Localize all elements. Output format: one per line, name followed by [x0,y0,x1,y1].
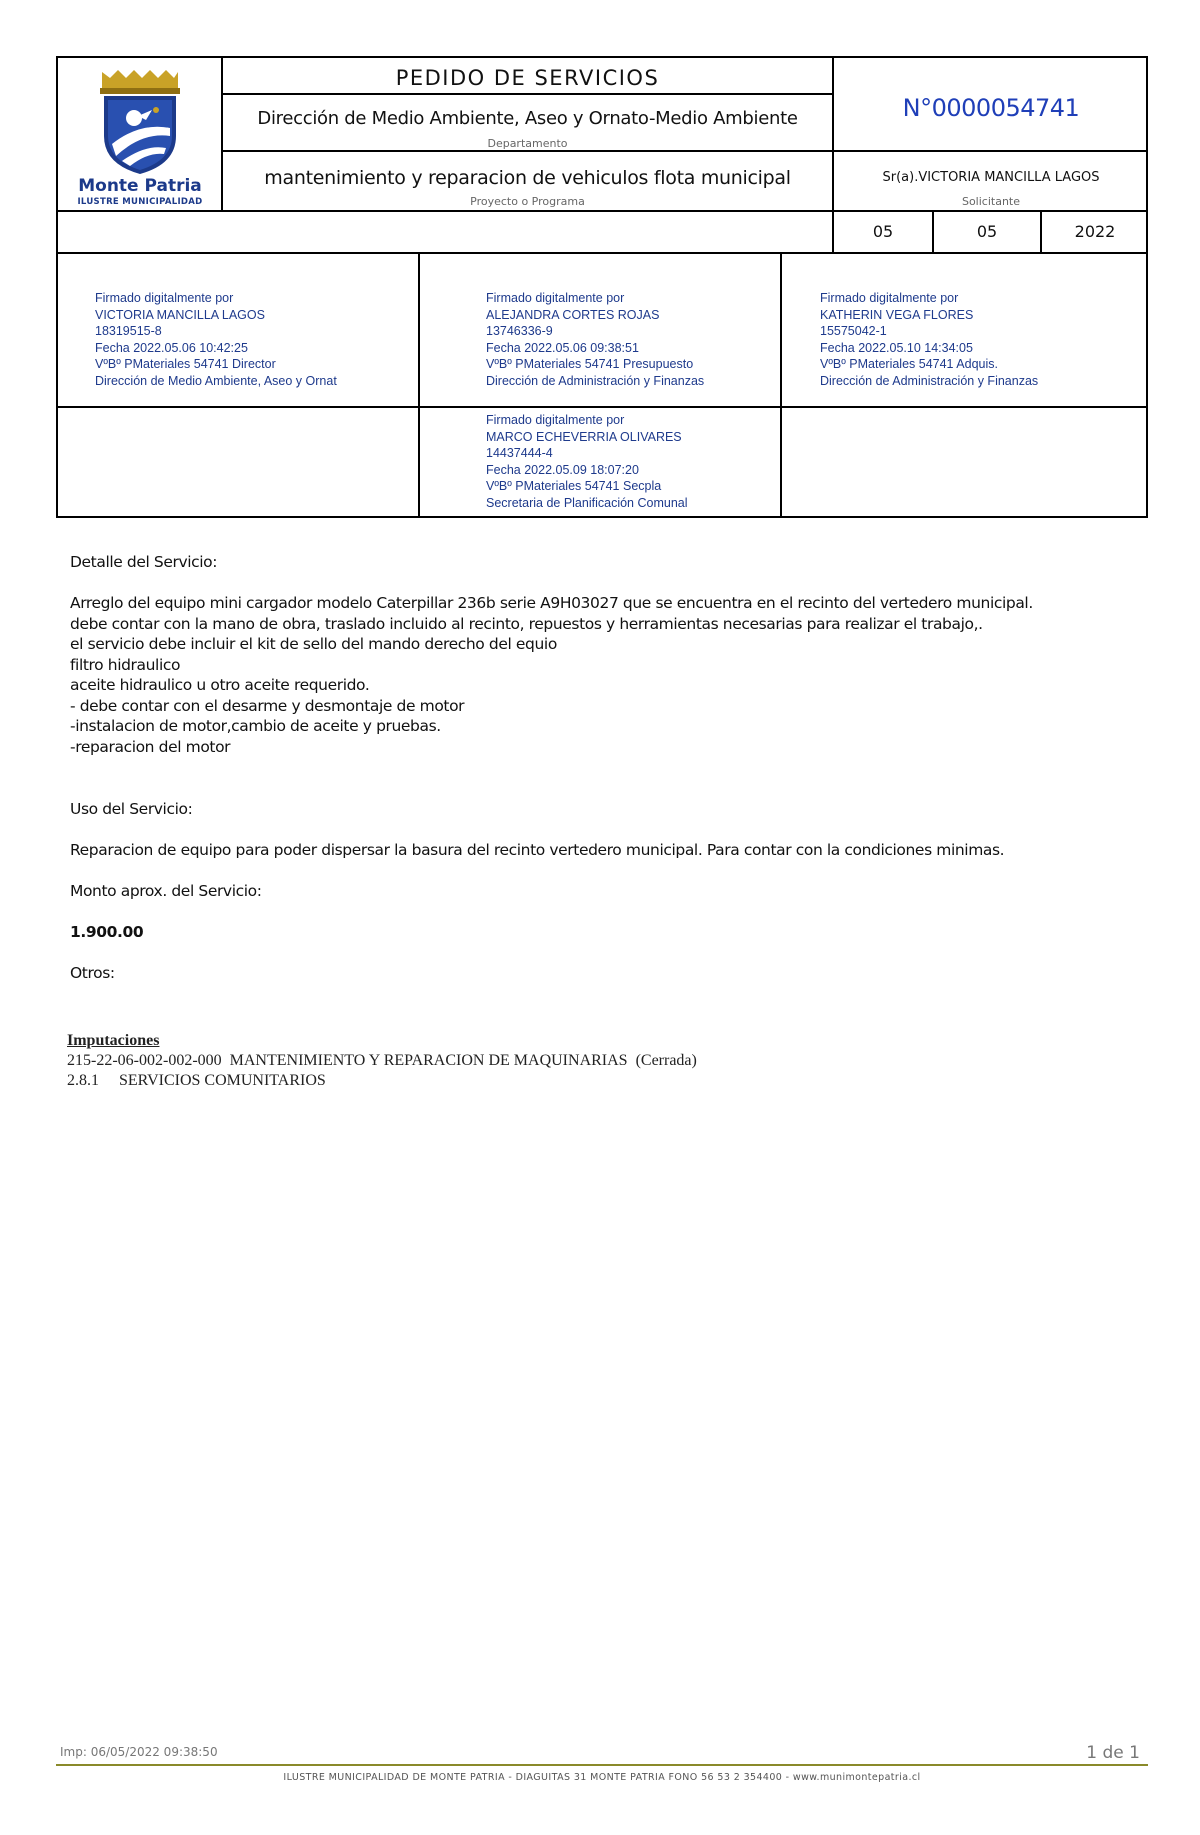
use-label: Uso del Servicio: [70,800,193,818]
signature-block [486,290,776,389]
footer-rule [56,1764,1148,1766]
date-day: 05 [872,222,894,241]
detail-line: filtro hidraulico [70,655,181,674]
order-number: N°0000054741 [902,94,1080,122]
signature-line: VICTORIA MANCILLA LAGOS [95,307,265,322]
signature-line: VºBº PMateriales 54741 Director [95,357,276,371]
signature-line: 18319515-8 [95,324,162,338]
detail-line: Arreglo del equipo mini cargador modelo Caterpillar 236b serie A9H03027 que se encuentra en el recinto del vertedero municipal. [70,594,1033,612]
signature-line: Fecha 2022.05.10 14:34:05 [820,340,973,355]
date-month: 05 [976,222,998,241]
signature-line: Fecha 2022.05.06 09:38:51 [486,340,639,355]
requester: Sr(a).VICTORIA MANCILLA LAGOS [882,170,1100,185]
signature-line: Firmado digitalmente por [95,291,234,305]
municipality-logo [66,66,214,208]
signature-line: VºBº PMateriales 54741 Secpla [486,479,662,493]
signature-line: Firmado digitalmente por [820,291,959,305]
signature-line: Firmado digitalmente por [486,291,625,305]
divider [221,93,832,95]
signature-line: Fecha 2022.05.09 18:07:20 [486,462,639,477]
signature-line: 14437444-4 [486,446,553,460]
signature-line: 15575042-1 [820,324,887,338]
others-label: Otros: [70,964,115,982]
divider [221,150,1148,152]
department: Dirección de Medio Ambiente, Aseo y Ornato-Medio Ambiente [257,108,798,129]
page-number: 1 de 1 [1086,1743,1140,1763]
imputaciones-title: Imputaciones [67,1032,160,1049]
signature-block [486,412,776,511]
footer-address: ILUSTRE MUNICIPALIDAD DE MONTE PATRIA - DIAGUITAS 31 MONTE PATRIA FONO 56 53 2 354400 - www.munimontepatria.cl [283,1772,921,1783]
department-label: Departamento [487,137,568,150]
logo-subtitle: ILUSTRE MUNICIPALIDAD [77,197,203,207]
detail-line: debe contar con la mano de obra, traslado incluido al recinto, repuestos y herramientas necesarias para realizar el trabajo,. [70,614,983,633]
detail-line: el servicio debe incluir el kit de sello del mando derecho del equio [70,635,557,653]
divider [56,210,1148,212]
signature-block [820,290,1145,389]
requester-label: Solicitante [961,195,1021,208]
date-year: 2022 [1074,222,1116,241]
print-date: Imp: 06/05/2022 09:38:50 [60,1745,218,1759]
signature-line: 13746336-9 [486,324,553,338]
divider [780,252,782,518]
divider [56,252,1148,254]
signature-line: ALEJANDRA CORTES ROJAS [486,307,660,322]
use-text: Reparacion de equipo para poder dispersar la basura del recinto vertedero municipal. Para contar con la condiciones minimas. [70,841,1005,859]
detail-line: -instalacion de motor,cambio de aceite y pruebas. [70,717,441,735]
detail-text [70,593,1140,757]
signature-line: MARCO ECHEVERRIA OLIVARES [486,429,682,444]
detail-line: -reparacion del motor [70,737,231,756]
imputaciones-line: 2.8.1 SERVICIOS COMUNITARIOS [67,1072,326,1089]
signature-line: Firmado digitalmente por [486,413,625,427]
coat-of-arms-icon [66,66,214,176]
document-title: PEDIDO DE SERVICIOS [395,66,660,90]
imputaciones-line: 215-22-06-002-002-000 MANTENIMIENTO Y REPARACION DE MAQUINARIAS (Cerrada) [67,1052,697,1069]
signature-line: Dirección de Administración y Finanzas [820,373,1039,388]
detail-label: Detalle del Servicio: [70,553,218,571]
signature-block [95,290,415,389]
signature-line: Dirección de Administración y Finanzas [486,373,705,388]
project: mantenimiento y reparacion de vehiculos flota municipal [264,167,791,189]
detail-line: aceite hidraulico u otro aceite requerido. [70,676,370,694]
detail-line: - debe contar con el desarme y desmontaje de motor [70,696,465,715]
signature-line: Fecha 2022.05.06 10:42:25 [95,340,248,355]
signature-line: VºBº PMateriales 54741 Presupuesto [486,357,694,371]
amount-value: 1.900.00 [70,923,144,941]
project-label: Proyecto o Programa [470,195,585,208]
amount-label: Monto aprox. del Servicio: [70,882,262,900]
signature-line: Secretaria de Planificación Comunal [486,495,688,510]
signature-line: Dirección de Medio Ambiente, Aseo y Ornat [95,373,337,388]
signature-line: VºBº PMateriales 54741 Adquis. [820,357,998,371]
divider [56,406,1148,408]
signature-line: KATHERIN VEGA FLORES [820,307,974,322]
divider [418,252,420,518]
logo-name: Monte Patria [78,176,202,196]
